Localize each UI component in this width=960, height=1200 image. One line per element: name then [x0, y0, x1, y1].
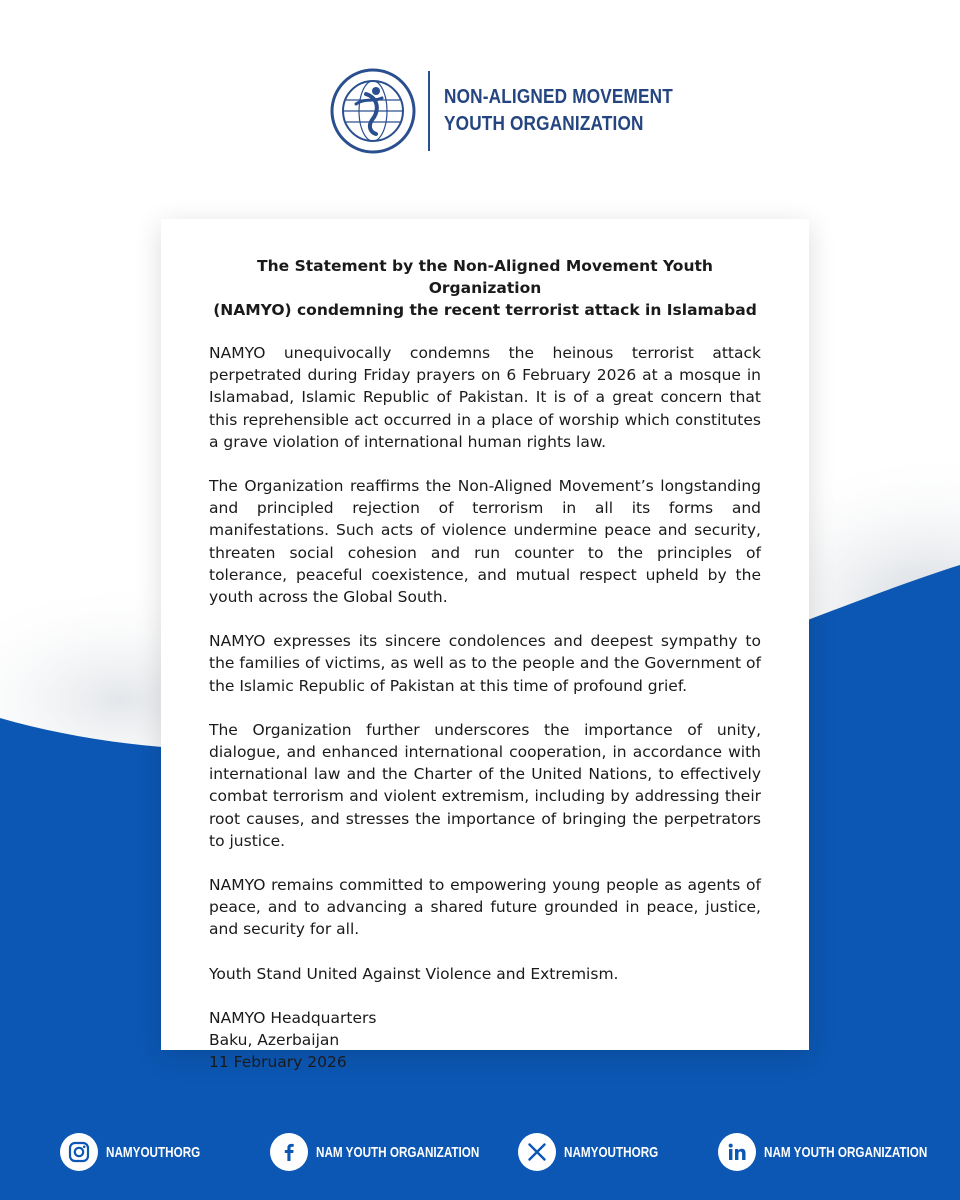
signature-office: NAMYO Headquarters — [209, 1008, 377, 1027]
brand-divider — [428, 71, 430, 151]
linkedin-icon[interactable] — [718, 1133, 756, 1171]
social-label[interactable]: NAM YOUTH ORGANIZATION — [316, 1143, 480, 1161]
statement-card — [161, 219, 809, 1072]
social-label[interactable]: NAMYOUTHORG — [564, 1143, 659, 1161]
organization-name-line1: NON-ALIGNED MOVEMENT — [444, 86, 673, 108]
organization-brand — [330, 68, 710, 154]
signature-location: Baku, Azerbaijan — [209, 1031, 340, 1050]
instagram-icon[interactable] — [60, 1133, 98, 1171]
statement-title-line1: The Statement by the Non-Aligned Movement Youth Organization — [257, 257, 713, 297]
signature-date: 11 February 2026 — [209, 1053, 347, 1072]
statement-slogan: Youth Stand United Against Violence and Extremism. — [209, 964, 619, 983]
statement-paragraph: NAMYO expresses its sincere condolences and deepest sympathy to the families of victims, as well as to the people and the Government of the Islamic Republic of Pakistan at this time of profound grief. — [209, 632, 761, 695]
statement-title-line2: (NAMYO) condemning the recent terrorist attack in Islamabad — [213, 301, 757, 319]
social-label[interactable]: NAM YOUTH ORGANIZATION — [764, 1143, 928, 1161]
statement-title — [203, 255, 767, 321]
statement-paragraph: The Organization reaffirms the Non-Aligned Movement’s longstanding and principled rejection of terrorism in all its forms and manifestations. Such acts of violence undermine peace and security, threaten social cohesion and run counter to the principles of tolerance, peaceful coexistence, and mutual respect upheld by the youth across the Global South. — [209, 477, 761, 607]
social-facebook[interactable] — [270, 1130, 525, 1174]
namyo-seal-icon — [330, 68, 416, 154]
facebook-icon[interactable] — [270, 1133, 308, 1171]
statement-paragraph: The Organization further underscores the importance of unity, dialogue, and enhanced international cooperation, in accordance with international law and the Charter of the United Nations, to effectively combat terrorism and violent extremism, including by addressing their root causes, and stresses the importance of bringing the perpetrators to justice. — [209, 720, 761, 850]
statement-paragraph: NAMYO remains committed to empowering young people as agents of peace, and to advancing a shared future grounded in peace, justice, and security for all. — [209, 876, 761, 939]
social-x[interactable] — [518, 1130, 685, 1174]
social-footer — [0, 1130, 960, 1174]
signature-block — [209, 1007, 761, 1074]
statement-paragraph: NAMYO unequivocally condemns the heinous terrorist attack perpetrated during Friday prayers on 6 February 2026 at a mosque in Islamabad, Islamic Republic of Pakistan. It is of a great concern that this reprehensible act occurred in a place of worship which constitutes a grave violation of international human rights law. — [209, 344, 761, 451]
social-label[interactable]: NAMYOUTHORG — [106, 1143, 201, 1161]
organization-name-line2: YOUTH ORGANIZATION — [444, 113, 644, 135]
x-icon[interactable] — [518, 1133, 556, 1171]
social-instagram[interactable] — [60, 1130, 227, 1174]
social-linkedin[interactable] — [718, 1130, 960, 1174]
organization-name — [444, 84, 673, 138]
